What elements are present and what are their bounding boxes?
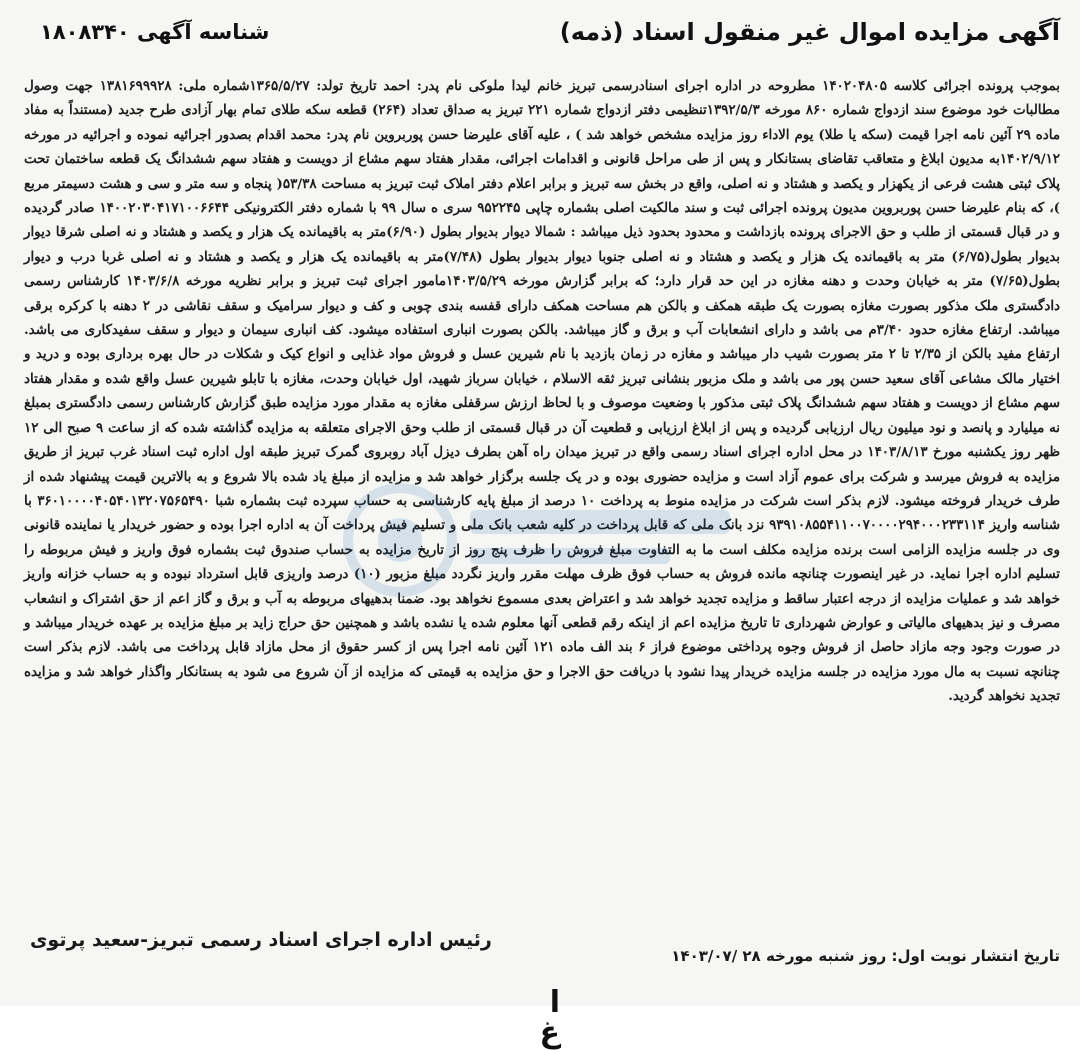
publish-date: تاریخ انتشار نوبت اول: روز شنبه مورخه ۲۸ /۱۴۰۳/۰۷ bbox=[671, 947, 1060, 965]
notice-title: آگهی مزایده اموال غیر منقول اسناد (ذمه) bbox=[559, 18, 1060, 46]
notice-body-text: بموجب پرونده اجرائی کلاسه ۱۴۰۲۰۴۸۰۵ مطروحه در اداره اجرای اسنادرسمی تبریز خانم لیدا ملوکی نام پدر: احمد تاریخ تولد: ۱۳۶۵/۵/۲۷شماره ملی: ۱۳۸۱۶۹۹۹۲۸ جهت وصول مطالبات خود موضوع سند ازدواج شماره ۸۶۰ مورخه ۱۳۹۲/۵/۳تنظیمی دفتر ازدواج شماره ۲۲۱ تبریز به صداق تعداد (۲۶۴) قطعه سکه طلای تمام بهار آزادی طرح جدید (مستنداً به مفاد ماده ۲۹ آئین نامه اجرا قیمت (سکه یا طلا) یوم الاداء روز مزایده مشخص خواهد شد ) ، علیه آقای علیرضا حسن پوربروین نام پدر: محمد اقدام بصدور اجرائیه نموده و اجرائیه در مورخه ۱۴۰۲/۹/۱۲به مدیون ابلاغ و متعاقب تقاضای بستانکار و پس از طی مراحل قانونی و اقدامات اجرائی، مقدار هفتاد سهم مشاع از دویست و هفتاد سهم ششدانگ یک قطعه ساختمان تحت پلاک ثبتی هشت فرعی از یکهزار و یکصد و هشتاد و نه اصلی، واقع در بخش سه تبریز و برابر اعلام دفتر املاک ثبت تبریز به مساحت ۵۳/۳۸( پنجاه و سه متر و سی و هشت دسیمتر مربع )، که بنام علیرضا حسن پوربروین مدیون پرونده اجرائی ثبت و سند مالکیت اصلی بشماره چاپی ۹۵۲۲۴۵ سری ه سال ۹۹ با شماره دفتر الکترونیکی ۱۴۰۰۲۰۳۰۴۱۷۱۰۰۶۶۴۴ صادر گردیده و در قبال قسمتی از طلب و حق الاجرای پرونده بازداشت و محدود بحدود ذیل میباشد : شمالا دیوار بدیوار بطول (۶/۹۰)متر به باقیمانده یک هزار و یکصد و هشتاد و نه اصلی شرقا دیوار بدیوار بطول(۶/۷۵) متر به باقیمانده یک هزار و یکصد و هشتاد و نه اصلی جنوبا دیوار بدیوار بطول (۷/۴۸)متر به باقیمانده یک هزار و یکصد و هشتاد و نه اصلی غربا درب و دیوار بطول(۷/۶۵) متر به خیابان وحدت و دهنه مغازه در این حد قرار دارد؛ که برابر گزارش مورخه ۱۴۰۳/۵/۲۹مامور اجرای ثبت تبریز و برابر نظریه مورخه ۱۴۰۳/۶/۸ کارشناس رسمی دادگستری ملک مذکور بصورت مغازه بصورت یک طبقه همکف و بالکن هم مساحت همکف دارای قفسه بندی چوبی و کف و دیوار سرامیک و سقف نقاشی در ۲ دهنه با کرکره برقی میباشد. ارتفاع مغازه حدود ۳/۴۰م می باشد و دارای انشعابات آب و برق و گاز میباشد. بالکن بصورت انباری استفاده میشود. کف انباری سیمان و دیوار و سقف سفیدکاری می باشد. ارتفاع مفید بالکن از ۲/۳۵ تا ۲ متر بصورت شیب دار میباشد و مغازه در زمان بازدید با نام شیرین عسل و فروش مواد غذایی و انواع کیک و شکلات در حال بهره برداری بوده و درید و اختیار مالک مشاعی آقای سعید حسن پور می باشد و ملک مزبور بنشانی تبریز ثقه الاسلام ، خیابان سرباز شهید، اول خیابان وحدت، مغازه با تابلو شیرین عسل واقع شده و مقدار هفتاد سهم مشاع از دویست و هفتاد سهم ششدانگ پلاک ثبتی مذکور با وضعیت موصوف و با لحاظ ارزش سرقفلی مغازه به مقدار مورد مزایده طبق گزارش کارشناس رسمی دادگستری بمبلغ نه میلیارد و پانصد و نود میلیون ریال ارزیابی گردیده و پس از ابلاغ ارزیابی و قطعیت آن در قبال قسمتی از طلب وحق الاجرای متعلقه به مزایده گذاشته شده که از ساعت ۹ صبح الی ۱۲ ظهر روز یکشنبه مورخ ۱۴۰۳/۸/۱۳ در محل اداره اجرای اسناد رسمی واقع در تبریز میدان راه آهن بطرف دیزل آباد روبروی گمرک تبریز طبقه اول اداره ثبت اسناد غرب تبریز از طریق مزایده به فروش میرسد و شرکت برای عموم آزاد است و مزایده حضوری بوده و در یک جلسه برگزار خواهد شد و مزایده از مبلغ یاد شده بالا شروع و به بالاترین قیمت پیشنهاد شده از طرف خریدار فروخته میشود. لازم بذکر است شرکت در مزایده منوط به پرداخت ۱۰ درصد از مبلغ پایه کارشناسی به حساب سپرده ثبت بشماره شبا ۳۶۰۱۰۰۰۰۴۰۵۴۰۱۳۲۰۷۵۶۵۴۹۰ با شناسه واریز ۹۳۹۱۰۸۵۵۴۱۱۰۰۷۰۰۰۰۲۹۴۰۰۰۲۳۳۱۱۴ نزد بانک ملی که قابل پرداخت در کلیه شعب بانک ملی و تسلیم فیش پرداخت آن به اداره اجرا بوده و حضور خریدار یا نماینده قانونی وی در جلسه مزایده الزامی است برنده مزایده مکلف است ما به التفاوت مبلغ فروش را ظرف پنج روز از تاریخ مزایده به حساب صندوق ثبت بشماره فوق واریز و فیش مربوطه را تسلیم اداره اجرا نماید. در غیر اینصورت چنانچه مانده فروش به حساب فوق ظرف مهلت مقرر واریز نگردد مبلغ مزبور (۱۰) درصد واریزی قابل استرداد نبوده و به حساب خزانه واریز خواهد شد و عملیات مزایده از درجه اعتبار ساقط و مزایده تجدید خواهد شد و اعتراض بعدی مسموع نخواهد بود. ضمنا بدهیهای مربوطه به آب و برق و گاز اعم از حق اشتراک و انشعاب مصرف و نیز بدهیهای مالیاتی و عوارض شهرداری تا تاریخ مزایده اعم از اینکه رقم قطعی آنها معلوم شده یا نشده باشد و همچنین حق حراج زاید بر مبلغ مزایده بر عهده خریدار میباشد و در صورت وجود وجه مازاد حاصل از فروش وجوه پرداختی موضوع فراز ۶ بند الف ماده ۱۲۱ آئین نامه اجرا پس از کسر حقوق از محل مازاد قابل پرداخت می باشد. لازم بذکر است چنانچه نسبت به مال مورد مزایده در جلسه مزایده خریدار پیدا نشود با دریافت حق الاجرا و حق مزایده به قیمتی که مزایده از آن شروع می شود به بستانکار واگذار خواهد شد و مزایده تجدید نخواهد گردید. bbox=[24, 78, 1061, 705]
notice-id: شناسه آگهی ۱۸۰۸۳۴۰ bbox=[40, 20, 270, 44]
signature-line: رئیس اداره اجرای اسناد رسمی تبریز-سعید پرتوی bbox=[30, 929, 492, 951]
notice-footer bbox=[20, 925, 1060, 985]
notice-header bbox=[40, 10, 1060, 54]
cutoff-text: ا غ bbox=[539, 985, 560, 1050]
cutoff-heading-fragment bbox=[520, 985, 560, 1050]
